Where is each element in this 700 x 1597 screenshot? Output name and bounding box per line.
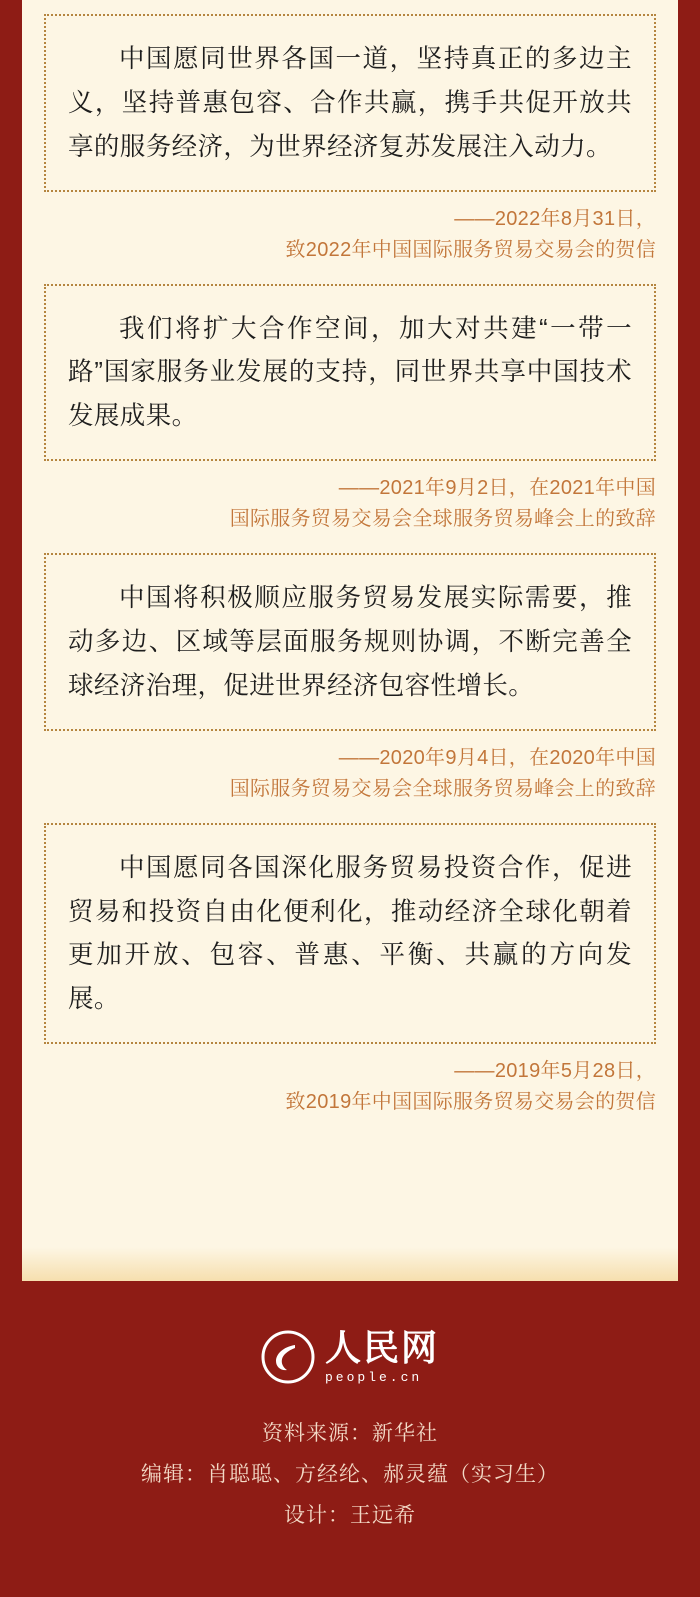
- quote-source: [44, 743, 656, 805]
- quote-source-line: ——2019年5月28日，: [454, 1060, 656, 1083]
- quote-box: [44, 284, 656, 462]
- quote-source-line: 国际服务贸易交易会全球服务贸易峰会上的致辞: [229, 508, 656, 531]
- quote-source-line: ——2022年8月31日，: [454, 207, 656, 230]
- quotes-paper-panel: [22, 0, 678, 1281]
- quote-source-line: ——2021年9月2日，在2021年中国: [338, 477, 656, 500]
- quote-item: [44, 553, 656, 805]
- quote-source-line: 国际服务贸易交易会全球服务贸易峰会上的致辞: [229, 777, 656, 800]
- quote-box: [44, 14, 656, 192]
- quote-source-line: ——2020年9月4日，在2020年中国: [338, 746, 656, 769]
- credit-source: 资料来源：新华社: [262, 1422, 438, 1445]
- footer: [0, 1281, 700, 1597]
- credit-editors: 编辑：肖聪聪、方经纶、郝灵蕴（实习生）: [141, 1462, 559, 1486]
- quote-source: [44, 204, 656, 266]
- site-logo: [0, 1281, 700, 1388]
- credits: [0, 1414, 700, 1537]
- quote-source-line: 致2022年中国国际服务贸易交易会的贺信: [285, 238, 656, 261]
- quote-box: [44, 823, 656, 1044]
- logo-text: [325, 1330, 439, 1384]
- credit-designer: 设计：王远希: [284, 1503, 416, 1527]
- quote-box: [44, 553, 656, 731]
- quote-source: [44, 473, 656, 535]
- logo-title-en: people.cn: [324, 1370, 423, 1385]
- quote-source: [44, 1056, 656, 1118]
- quote-text: 中国愿同世界各国一道，坚持真正的多边主义，坚持普惠包容、合作共赢，携手共促开放共享的服务经济，为世界经济复苏发展注入动力。: [68, 45, 632, 161]
- quote-item: [44, 823, 656, 1118]
- quote-item: [44, 284, 656, 536]
- people-cn-logo-icon: [261, 1330, 315, 1384]
- logo-title-cn: 人民网: [324, 1328, 439, 1368]
- quote-text: 中国愿同各国深化服务贸易投资合作，促进贸易和投资自由化便利化，推动经济全球化朝着更加开放、包容、普惠、平衡、共赢的方向发展。: [68, 853, 632, 1014]
- quote-source-line: 致2019年中国国际服务贸易交易会的贺信: [285, 1091, 656, 1114]
- quote-list: [22, 0, 678, 1118]
- quote-item: [44, 14, 656, 266]
- quote-text: 中国将积极顺应服务贸易发展实际需要，推动多边、区域等层面服务规则协调，不断完善全球经济治理，促进世界经济包容性增长。: [68, 584, 632, 700]
- quote-text: 我们将扩大合作空间，加大对共建“一带一路”国家服务业发展的支持，同世界共享中国技术发展成果。: [68, 314, 632, 431]
